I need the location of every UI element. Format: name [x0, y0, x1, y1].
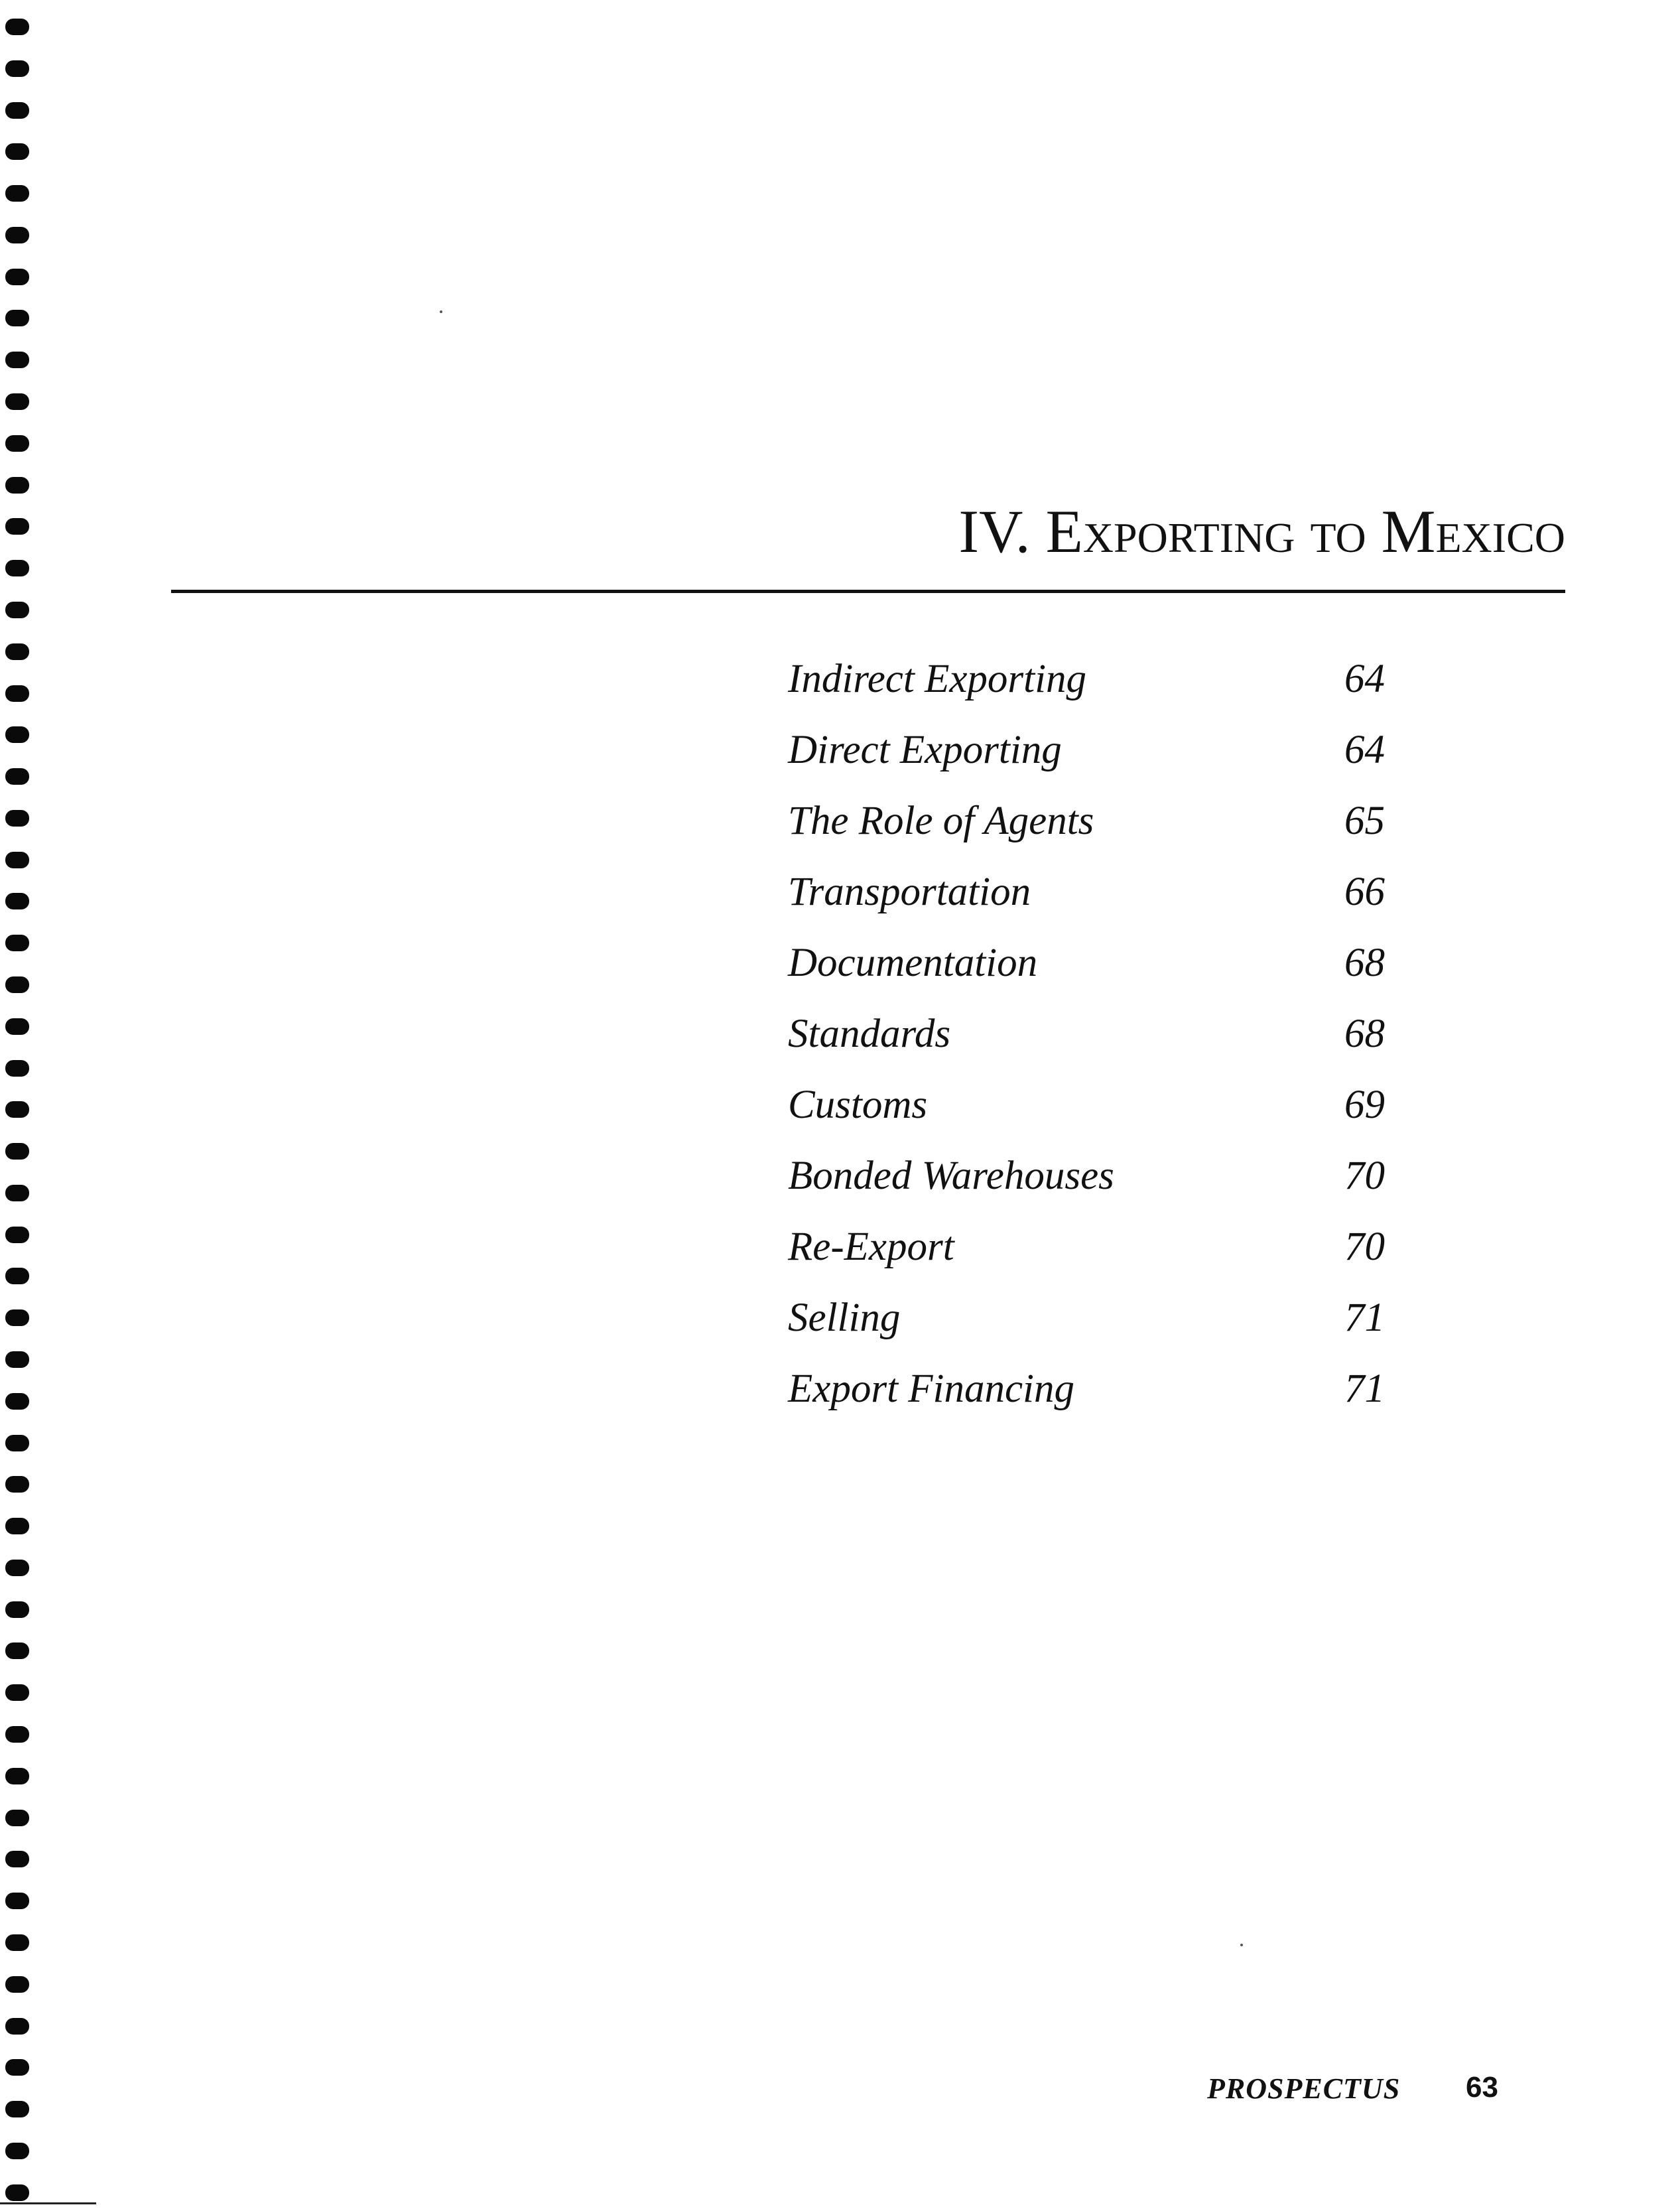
toc-item[interactable] — [788, 1140, 1411, 1211]
binding-hole — [5, 269, 29, 285]
page-edge-line — [0, 2202, 96, 2204]
toc-item[interactable] — [788, 785, 1411, 856]
page-number: 63 — [1466, 2071, 1498, 2104]
binding-hole — [5, 393, 29, 410]
toc-item[interactable] — [788, 998, 1411, 1069]
toc-item-title: Bonded Warehouses — [788, 1154, 1114, 1198]
toc-item-title: Direct Exporting — [788, 728, 1062, 772]
scan-speck — [1240, 1944, 1243, 1946]
binding-hole — [5, 1934, 29, 1951]
toc-item-title: Standards — [788, 1012, 951, 1056]
toc-item[interactable] — [788, 1353, 1411, 1424]
binding-hole — [5, 1435, 29, 1451]
toc-item-page: 71 — [1344, 1367, 1385, 1411]
toc-item[interactable] — [788, 1211, 1411, 1282]
toc-item[interactable] — [788, 927, 1411, 998]
binding-hole — [5, 102, 29, 119]
binding-hole — [5, 1684, 29, 1701]
spiral-binding — [5, 19, 38, 2201]
heading-rule — [171, 590, 1565, 593]
binding-hole — [5, 185, 29, 202]
binding-hole — [5, 976, 29, 993]
toc-item-page: 64 — [1344, 657, 1385, 701]
toc-item-title: Customs — [788, 1083, 928, 1127]
table-of-contents — [788, 643, 1411, 1424]
scan-speck — [440, 310, 442, 313]
binding-hole — [5, 1560, 29, 1576]
binding-hole — [5, 1726, 29, 1743]
binding-hole — [5, 310, 29, 326]
binding-hole — [5, 1768, 29, 1784]
binding-hole — [5, 685, 29, 702]
binding-hole — [5, 1518, 29, 1534]
toc-item[interactable] — [788, 643, 1411, 714]
toc-item-page: 68 — [1344, 1012, 1385, 1056]
binding-hole — [5, 1351, 29, 1368]
binding-hole — [5, 1227, 29, 1243]
toc-item-title: The Role of Agents — [788, 799, 1094, 843]
prospectus-logo: PROSPECTUS — [1207, 2072, 1401, 2105]
toc-item[interactable] — [788, 1282, 1411, 1353]
binding-hole — [5, 726, 29, 743]
binding-hole — [5, 1101, 29, 1118]
binding-hole — [5, 810, 29, 827]
toc-item-title: Selling — [788, 1296, 901, 1340]
binding-hole — [5, 935, 29, 951]
binding-hole — [5, 143, 29, 160]
binding-hole — [5, 1601, 29, 1618]
binding-hole — [5, 227, 29, 243]
binding-hole — [5, 1976, 29, 1993]
binding-hole — [5, 2101, 29, 2117]
toc-item-title: Indirect Exporting — [788, 657, 1087, 701]
binding-hole — [5, 1018, 29, 1035]
binding-hole — [5, 1060, 29, 1077]
binding-hole — [5, 2059, 29, 2076]
toc-item[interactable] — [788, 1069, 1411, 1140]
toc-item[interactable] — [788, 856, 1411, 927]
binding-hole — [5, 1143, 29, 1160]
toc-item-page: 66 — [1344, 870, 1385, 914]
binding-hole — [5, 1810, 29, 1826]
binding-hole — [5, 1393, 29, 1410]
binding-hole — [5, 1309, 29, 1326]
chapter-heading: IV. Exporting to Mexico — [958, 498, 1565, 565]
binding-hole — [5, 19, 29, 35]
toc-item-title: Transportation — [788, 870, 1031, 914]
toc-item-page: 70 — [1344, 1225, 1385, 1269]
binding-hole — [5, 852, 29, 868]
toc-item-title: Re-Export — [788, 1225, 954, 1269]
binding-hole — [5, 1642, 29, 1659]
binding-hole — [5, 2184, 29, 2201]
binding-hole — [5, 518, 29, 535]
toc-item-page: 69 — [1344, 1083, 1385, 1127]
binding-hole — [5, 1476, 29, 1493]
binding-hole — [5, 2143, 29, 2159]
binding-hole — [5, 1893, 29, 1909]
toc-item-title: Export Financing — [788, 1367, 1075, 1411]
binding-hole — [5, 602, 29, 618]
binding-hole — [5, 1185, 29, 1201]
toc-item-page: 70 — [1344, 1154, 1385, 1198]
binding-hole — [5, 352, 29, 368]
binding-hole — [5, 2018, 29, 2035]
binding-hole — [5, 435, 29, 452]
binding-hole — [5, 1851, 29, 1867]
toc-item-page: 64 — [1344, 728, 1385, 772]
binding-hole — [5, 477, 29, 494]
toc-item[interactable] — [788, 714, 1411, 785]
binding-hole — [5, 1268, 29, 1284]
toc-item-page: 68 — [1344, 941, 1385, 985]
binding-hole — [5, 643, 29, 660]
binding-hole — [5, 893, 29, 909]
toc-item-page: 65 — [1344, 799, 1385, 843]
toc-item-page: 71 — [1344, 1296, 1385, 1340]
binding-hole — [5, 60, 29, 77]
binding-hole — [5, 768, 29, 785]
toc-item-title: Documentation — [788, 941, 1038, 985]
binding-hole — [5, 560, 29, 576]
